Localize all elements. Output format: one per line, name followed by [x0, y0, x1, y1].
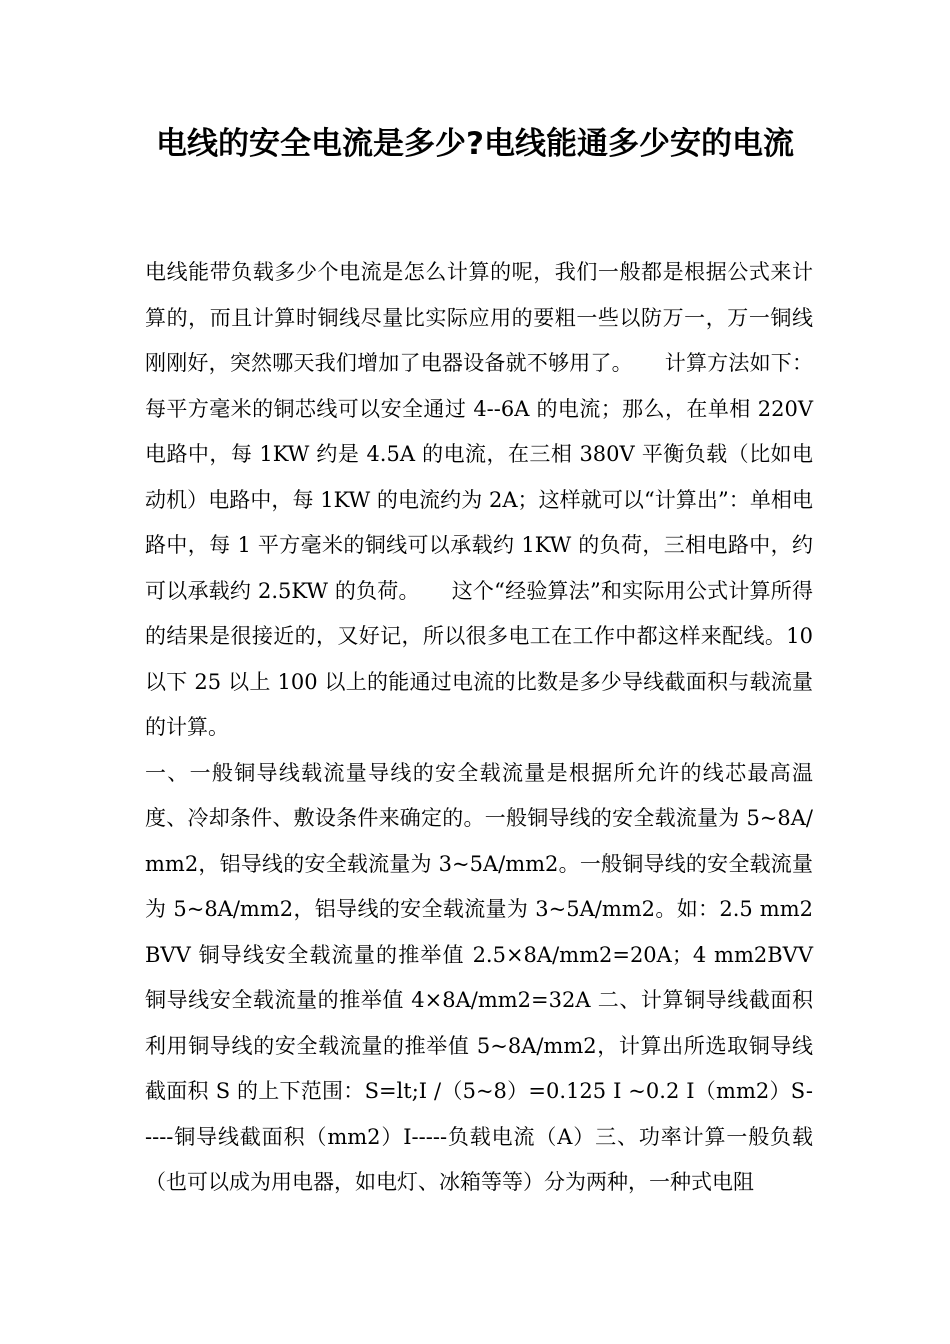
body-paragraph-2: 一、一般铜导线载流量导线的安全载流量是根据所允许的线芯最高温度、冷却条件、敷设条件来确定的。一般铜导线的安全载流量为 5~8A/mm2，铝导线的安全载流量为 3~5A/mm2。一般铜导线的安全载流量为 5~8A/mm2，铝导线的安全载流量为 3~5A/mm2。如：2.5 mm2 BVV 铜导线安全载流量的推举值 2.5×8A/mm2=20A；4 mm2BVV 铜导线安全载流量的推举值 4×8A/mm2=32A 二、计算铜导线截面积利用铜导线的安全载流量的推举值 5~8A/mm2，计算出所选取铜导线截面积 S 的上下范围：S=lt;I /（5~8）=0.125 I ~0.2 I（mm2）S-----铜导线截面积（mm2）I-----负载电流（A）三、功率计算一般负载（也可以成为用电器，如电灯、冰箱等等）分为两种，一种式电阻 — [145, 760, 813, 1194]
document-title: 电线的安全电流是多少?电线能通多少安的电流 — [156, 126, 794, 162]
body-paragraph-1: 电线能带负载多少个电流是怎么计算的呢，我们一般都是根据公式来计算的，而且计算时铜线尽量比实际应用的要粗一些以防万一，万一铜线刚刚好，突然哪天我们增加了电器设备就不够用了。 计算方法如下：每平方毫米的铜芯线可以安全通过 4--6A 的电流；那么，在单相 220V 电路中，每 1KW 约是 4.5A 的电流，在三相 380V 平衡负载（比如电动机）电路中，每 1KW 的电流约为 2A；这样就可以“计算出”：单相电路中，每 1 平方毫米的铜线可以承载约 1KW 的负荷，三相电路中，约可以承载约 2.5KW 的负荷。 这个“经验算法”和实际用公式计算所得的结果是很接近的，又好记，所以很多电工在工作中都这样来配线。10 以下 25 以上 100 以上的能通过电流的比数是多少导线截面积与载流量的计算。 — [145, 260, 813, 739]
document-body — [145, 250, 813, 1206]
